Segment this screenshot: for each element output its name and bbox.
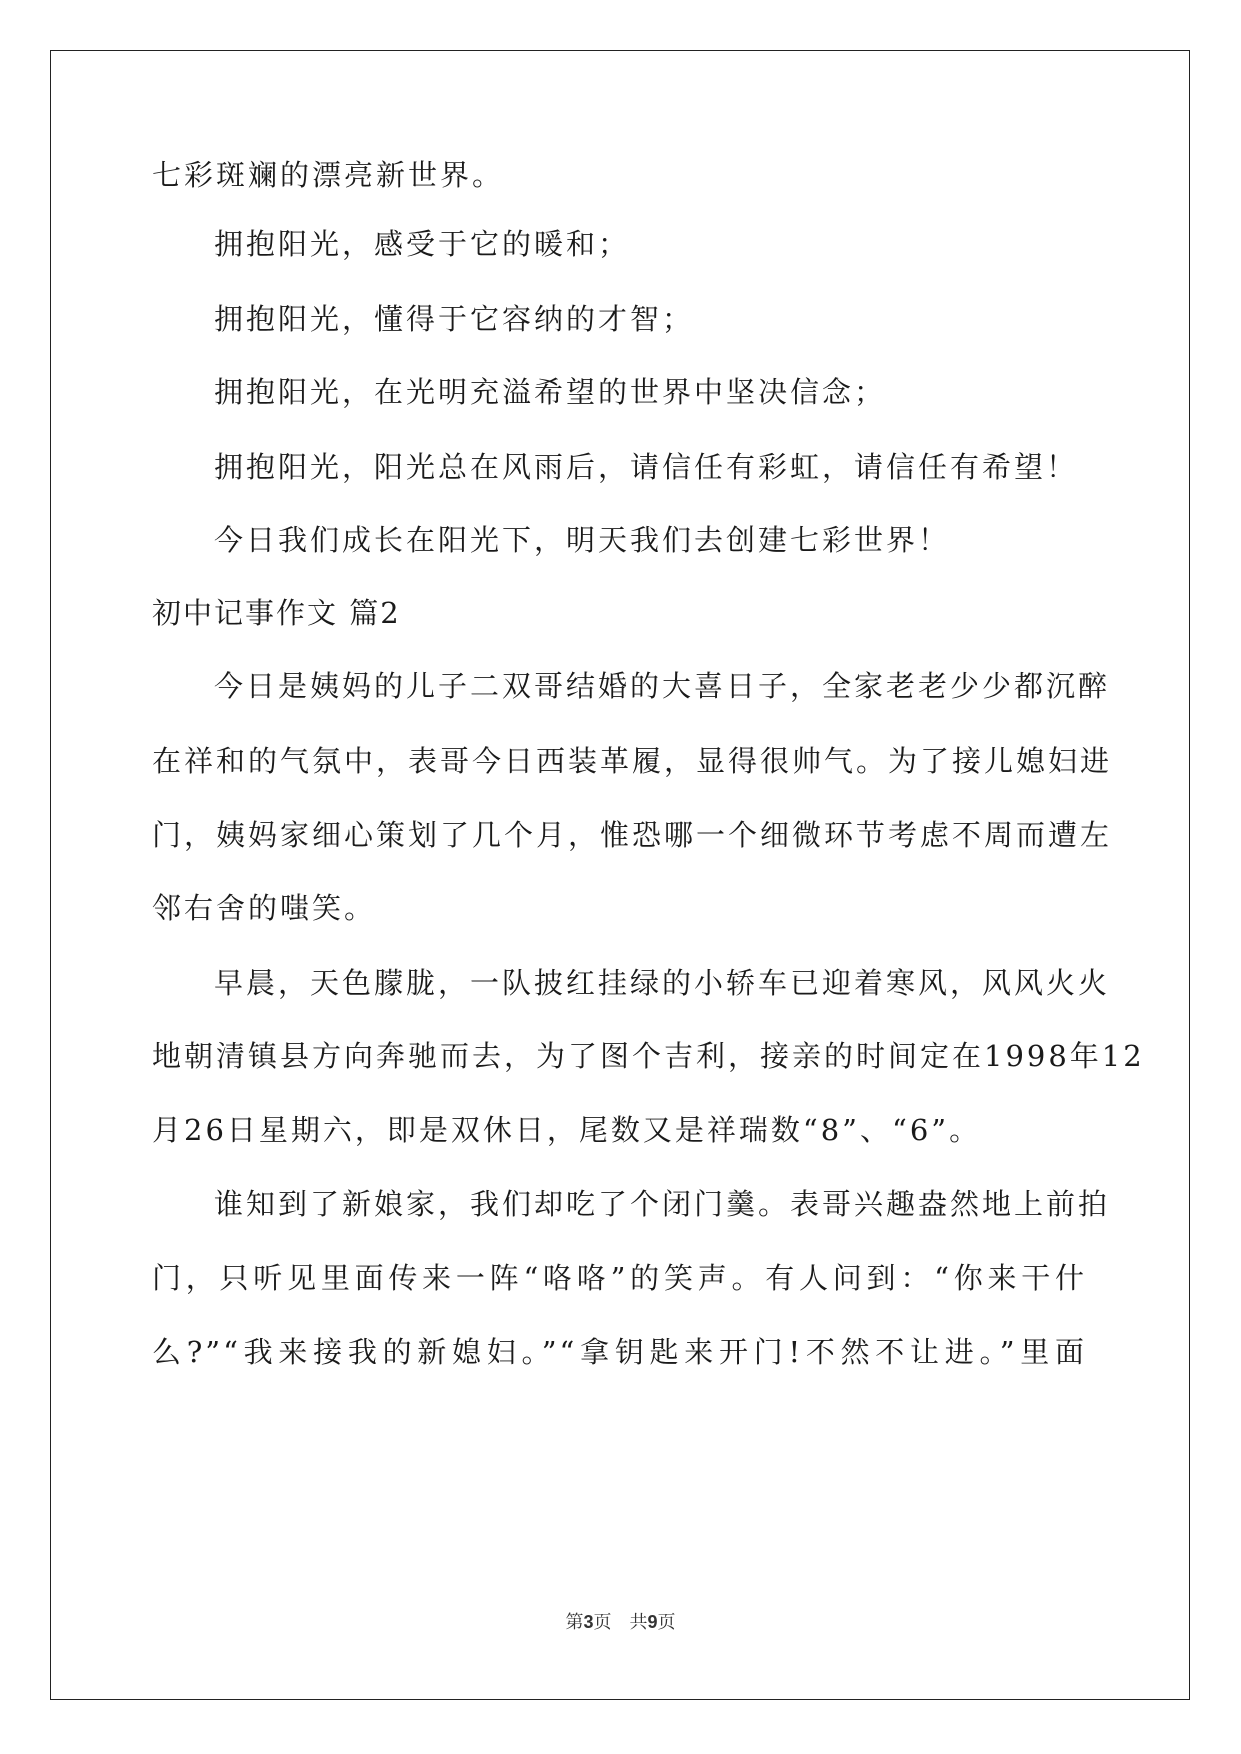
- paragraph-line: 门，姨妈家细心策划了几个月，惟恐哪一个细微环节考虑不周而遭左: [152, 818, 1113, 852]
- poem-line: 拥抱阳光，在光明充溢希望的世界中坚决信念；: [214, 375, 887, 409]
- paragraph-line: 地朝清镇县方向奔驰而去，为了图个吉利，接亲的时间定在1998年12: [152, 1039, 1145, 1073]
- paragraph-line: 门，只听见里面传来一阵“咯咯”的笑声。有人问到：“你来干什: [152, 1261, 1087, 1295]
- paragraph-line: 今日我们成长在阳光下，明天我们去创建七彩世界！: [214, 523, 951, 557]
- poem-line: 拥抱阳光，感受于它的暖和；: [214, 227, 631, 261]
- page-number-footer: [0, 1610, 1241, 1635]
- poem-line: 拥抱阳光，阳光总在风雨后，请信任有彩虹，请信任有希望！: [214, 450, 1079, 484]
- footer-suffix: 页: [657, 1612, 676, 1633]
- current-page-number: 3: [583, 1612, 594, 1632]
- paragraph-line: 在祥和的气氛中，表哥今日西装革履，显得很帅气。为了接儿媳妇进: [152, 744, 1113, 778]
- total-page-number: 9: [647, 1612, 658, 1632]
- paragraph-line: 么?”“我来接我的新媳妇。”“拿钥匙来开门!不然不让进。”里面: [152, 1335, 1087, 1369]
- poem-line: 拥抱阳光，懂得于它容纳的才智；: [214, 302, 695, 336]
- footer-middle: 页 共: [593, 1612, 648, 1633]
- footer-prefix: 第: [565, 1612, 584, 1633]
- paragraph-line: 邻右舍的嗤笑。: [152, 891, 377, 925]
- paragraph-line: 早晨，天色朦胧，一队披红挂绿的小轿车已迎着寒风，风风火火: [214, 966, 1111, 1000]
- paragraph-line: 七彩斑斓的漂亮新世界。: [152, 158, 505, 192]
- page-border: [50, 50, 1190, 1700]
- paragraph-line: 谁知到了新娘家，我们却吃了个闭门羹。表哥兴趣盎然地上前拍: [214, 1187, 1111, 1221]
- section-heading: 初中记事作文 篇2: [152, 596, 401, 630]
- paragraph-line: 今日是姨妈的儿子二双哥结婚的大喜日子，全家老老少少都沉醉: [214, 669, 1111, 703]
- paragraph-line: 月26日星期六，即是双休日，尾数又是祥瑞数“8”、“6”。: [152, 1113, 982, 1147]
